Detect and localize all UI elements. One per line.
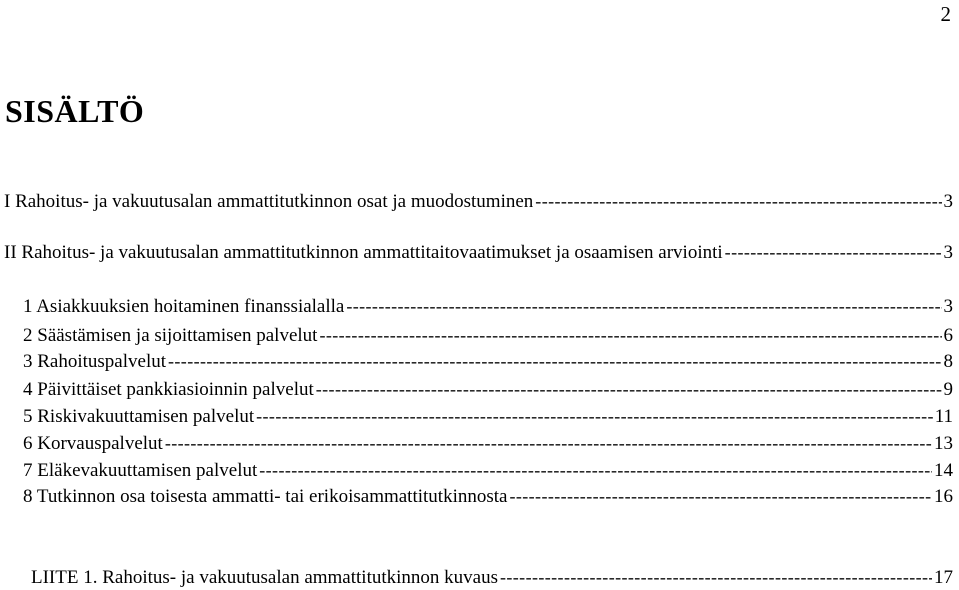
toc-entry-page: 8 (943, 351, 953, 372)
toc-dot-leader (509, 485, 932, 507)
toc-dot-leader (500, 566, 932, 588)
toc-dot-leader (725, 241, 942, 263)
toc-dot-leader (346, 295, 941, 317)
toc-entry-text: 3 Rahoituspalvelut (23, 351, 167, 372)
toc-entry-page: 3 (943, 296, 953, 317)
toc-entry-section-8[interactable] (23, 485, 953, 508)
toc-entry-text: I Rahoitus- ja vakuutusalan ammattitutkinnon osat ja muodostuminen (4, 191, 534, 212)
toc-entry-section-3[interactable] (23, 350, 953, 373)
toc-entry-text: LIITE 1. Rahoitus- ja vakuutusalan ammattitutkinnon kuvaus (31, 567, 498, 588)
toc-entry-page: 3 (943, 191, 953, 212)
toc-entry-page: 16 (934, 486, 953, 507)
toc-entry-text: II Rahoitus- ja vakuutusalan ammattitutkinnon ammattitaitovaatimukset ja osaamisen arviointi (4, 242, 723, 263)
toc-entry-page: 13 (934, 433, 953, 454)
toc-dot-leader (165, 432, 932, 454)
toc-entry-section-7[interactable] (23, 459, 953, 482)
toc-dot-leader (256, 405, 933, 427)
toc-entry-text: 7 Eläkevakuuttamisen palvelut (23, 460, 258, 481)
toc-entry-text: 5 Riskivakuuttamisen palvelut (23, 406, 255, 427)
toc-entry-text: 4 Päivittäiset pankkiasioinnin palvelut (23, 379, 314, 400)
toc-dot-leader (259, 459, 932, 481)
toc-dot-leader (319, 324, 941, 346)
toc-entry-part-1[interactable] (4, 190, 953, 213)
toc-entry-page: 17 (934, 567, 953, 588)
toc-dot-leader (535, 190, 941, 212)
toc-entry-page: 3 (943, 242, 953, 263)
toc-entry-section-2[interactable] (23, 324, 953, 347)
toc-entry-page: 9 (943, 379, 953, 400)
toc-dot-leader (168, 350, 941, 372)
toc-entry-page: 14 (934, 460, 953, 481)
toc-entry-page: 11 (934, 406, 953, 427)
toc-entry-text: 2 Säästämisen ja sijoittamisen palvelut (23, 325, 318, 346)
toc-entry-text: 8 Tutkinnon osa toisesta ammatti- tai erikoisammattitutkinnosta (23, 486, 508, 507)
toc-entry-page: 6 (943, 325, 953, 346)
toc-entry-text: 6 Korvauspalvelut (23, 433, 163, 454)
toc-entry-section-1[interactable] (23, 295, 953, 318)
toc-entry-part-2[interactable] (4, 241, 953, 264)
toc-entry-section-6[interactable] (23, 432, 953, 455)
toc-entry-text: 1 Asiakkuuksien hoitaminen finanssialalla (23, 296, 345, 317)
toc-entry-section-4[interactable] (23, 378, 953, 401)
toc-dot-leader (316, 378, 942, 400)
toc-entry-section-5[interactable] (23, 405, 953, 428)
page-number: 2 (940, 2, 951, 26)
toc-entry-appendix-1[interactable] (31, 566, 953, 589)
page-title: SISÄLTÖ (5, 93, 145, 129)
